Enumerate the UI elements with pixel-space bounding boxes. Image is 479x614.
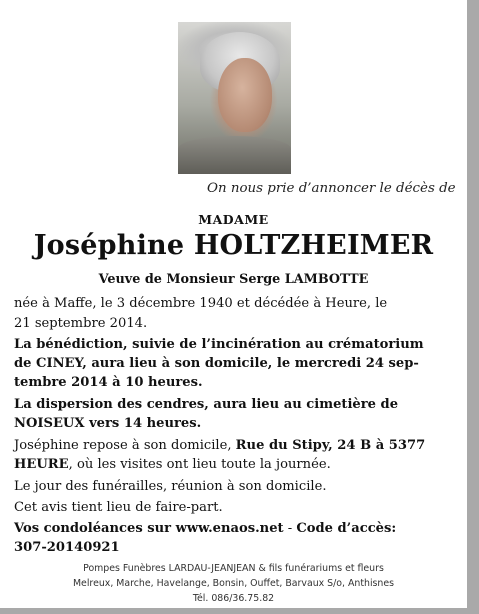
access-code-label: Code d’accès: (296, 521, 397, 536)
portrait-photo (178, 22, 291, 174)
dispersion-line-2: NOISEUX vers 14 heures. (14, 416, 202, 431)
repose-address-street: Rue du Stipy, 24 B à 5377 (235, 438, 426, 453)
repose-line-1 (14, 438, 425, 453)
photo-shoulder (178, 136, 291, 174)
benediction-line-3: tembre 2014 à 10 heures. (14, 375, 203, 390)
benediction-line-1: La bénédiction, suivie de l’incinération au crématorium (14, 337, 424, 352)
condolences-website: Vos condoléances sur www.enaos.net (14, 521, 284, 536)
condolences-separator: - (283, 521, 297, 536)
honorific-title: MADAME (198, 212, 269, 227)
condolences-line-1 (14, 521, 396, 536)
repose-prefix: Joséphine repose à son domicile, (14, 438, 236, 453)
footer-line-3: Tél. 086/36.75.82 (192, 593, 275, 604)
access-code-value: 307-20140921 (14, 540, 120, 555)
intro-text: On nous prie d’annoncer le décès de (207, 181, 456, 196)
birth-line-2: 21 septembre 2014. (14, 316, 148, 331)
footer-line-2: Melreux, Marche, Havelange, Bonsin, Ouffet, Barvaux S/o, Anthisnes (72, 578, 395, 589)
photo-face (218, 58, 272, 132)
widow-line: Veuve de Monsieur Serge LAMBOTTE (98, 272, 369, 287)
footer-line-1: Pompes Funèbres LARDAU-JEANJEAN & fils funérariums et fleurs (83, 563, 384, 574)
birth-line-1: née à Maffe, le 3 décembre 1940 et décédée à Heure, le (14, 296, 388, 311)
dispersion-line-1: La dispersion des cendres, aura lieu au cimetière de (14, 397, 399, 412)
repose-address-town: HEURE (14, 457, 69, 472)
benediction-line-2: de CINEY, aura lieu à son domicile, le mercredi 24 sep- (14, 356, 419, 371)
repose-suffix: , où les visites ont lieu toute la journée. (68, 457, 331, 472)
repose-line-2 (14, 457, 331, 472)
notice-line: Cet avis tient lieu de faire-part. (14, 500, 223, 515)
deceased-name: Joséphine HOLTZHEIMER (33, 230, 434, 261)
funeral-day-line: Le jour des funérailles, réunion à son domicile. (14, 479, 327, 494)
